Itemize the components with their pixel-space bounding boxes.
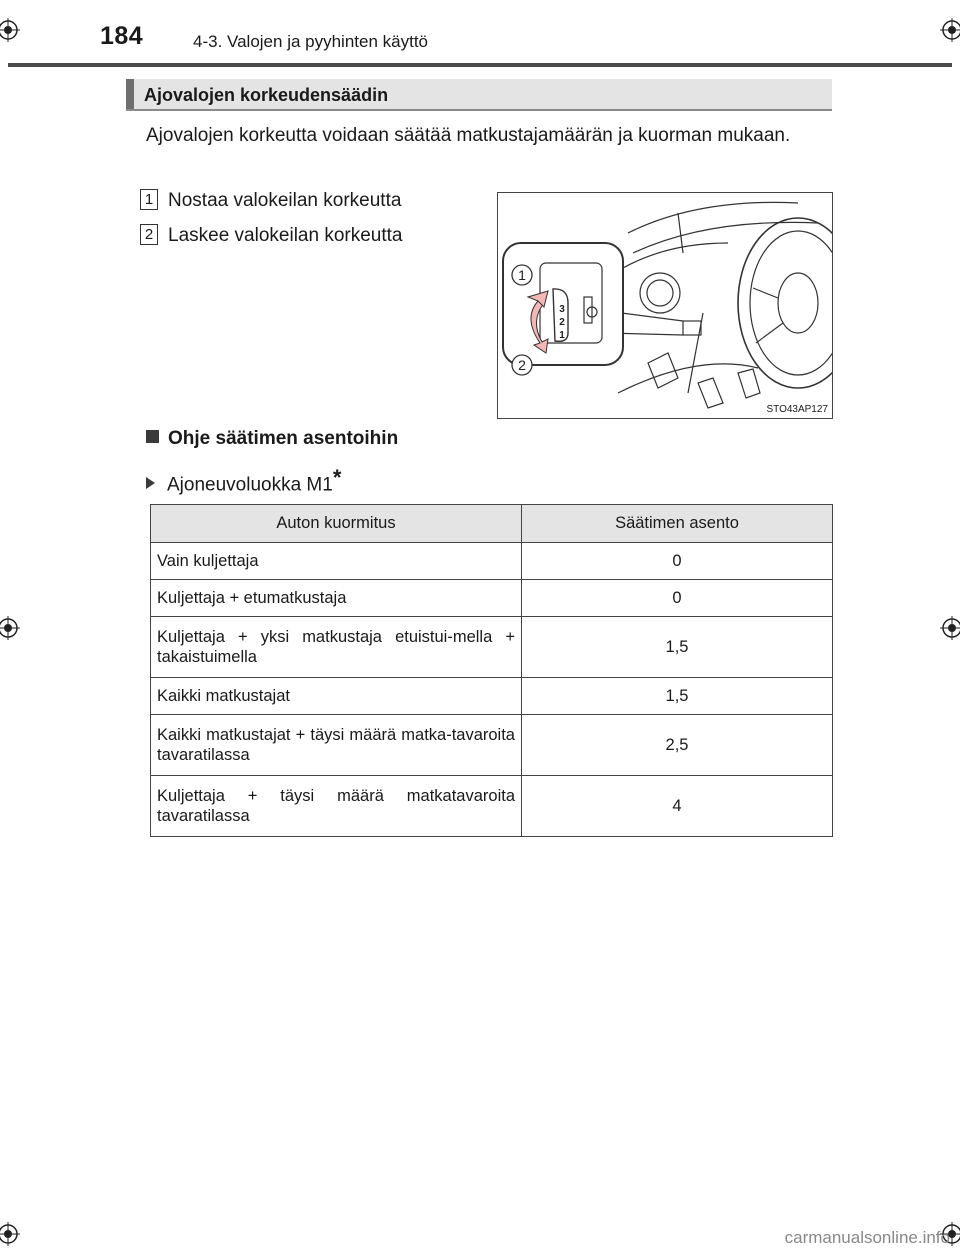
- page-number: 184: [100, 22, 144, 50]
- dashboard-illustration: [498, 193, 833, 419]
- table-row: [151, 678, 833, 715]
- vehicle-class-heading: [146, 463, 341, 496]
- figure-callout-2: 2: [518, 357, 526, 373]
- position-cell: 0: [522, 543, 833, 580]
- dial-mark: 3: [559, 304, 565, 315]
- column-header: Säätimen asento: [522, 505, 833, 543]
- figure-callout-1: 1: [518, 267, 526, 283]
- position-cell: 1,5: [522, 678, 833, 715]
- position-cell: 2,5: [522, 715, 833, 776]
- guide-heading-text: Ohje säätimen asentoihin: [168, 428, 399, 449]
- item-text: Laskee valokeilan korkeutta: [168, 225, 403, 246]
- header-divider: [8, 63, 952, 67]
- item-text: Nostaa valokeilan korkeutta: [168, 190, 402, 211]
- chapter-title: 4-3. Valojen ja pyyhinten käyttö: [193, 32, 428, 51]
- position-cell: 4: [522, 776, 833, 837]
- registration-mark-icon: [0, 1222, 20, 1246]
- table-row: [151, 580, 833, 617]
- position-cell: 0: [522, 580, 833, 617]
- table-header-row: [151, 505, 833, 543]
- item-number-badge: 1: [140, 189, 158, 210]
- load-position-table: [150, 504, 833, 837]
- table-row: [151, 715, 833, 776]
- figure-code: STO43AP127: [766, 404, 828, 415]
- section-heading-bar: [126, 79, 134, 109]
- load-cell: Kaikki matkustajat: [151, 678, 522, 715]
- dial-mark: 2: [559, 317, 565, 328]
- intro-paragraph: Ajovalojen korkeutta voidaan säätää matkustajamäärän ja kuorman mukaan.: [146, 125, 791, 146]
- item-number-badge: 2: [140, 224, 158, 245]
- load-cell: Kaikki matkustajat + täysi määrä matka-tavaroita tavaratilassa: [151, 715, 522, 776]
- vehicle-class-text: Ajoneuvoluokka M1: [167, 474, 333, 496]
- guide-heading: [146, 428, 398, 450]
- table-row: [151, 776, 833, 837]
- load-cell: Kuljettaja + täysi määrä matkatavaroita tavaratilassa: [151, 776, 522, 837]
- position-cell: 1,5: [522, 617, 833, 678]
- load-cell: Kuljettaja + etumatkustaja: [151, 580, 522, 617]
- dial-mark: 1: [559, 330, 565, 341]
- table-row: [151, 543, 833, 580]
- headlight-leveling-illustration: [497, 192, 833, 419]
- section-title: Ajovalojen korkeudensäädin: [144, 85, 389, 105]
- section-heading: [126, 79, 832, 111]
- load-cell: Vain kuljettaja: [151, 543, 522, 580]
- registration-mark-icon: [0, 616, 20, 640]
- registration-mark-icon: [0, 18, 20, 42]
- table-row: [151, 617, 833, 678]
- column-header: Auton kuormitus: [151, 505, 522, 543]
- list-item: [140, 189, 401, 212]
- footnote-mark: *: [332, 465, 342, 490]
- registration-mark-icon: [940, 616, 960, 640]
- triangle-bullet-icon: [146, 477, 155, 489]
- load-cell: Kuljettaja + yksi matkustaja etuistui-mella + takaistuimella: [151, 617, 522, 678]
- square-bullet-icon: [146, 430, 159, 443]
- list-item: [140, 224, 402, 247]
- registration-mark-icon: [940, 18, 960, 42]
- watermark: carmanualsonline.info: [784, 1228, 950, 1247]
